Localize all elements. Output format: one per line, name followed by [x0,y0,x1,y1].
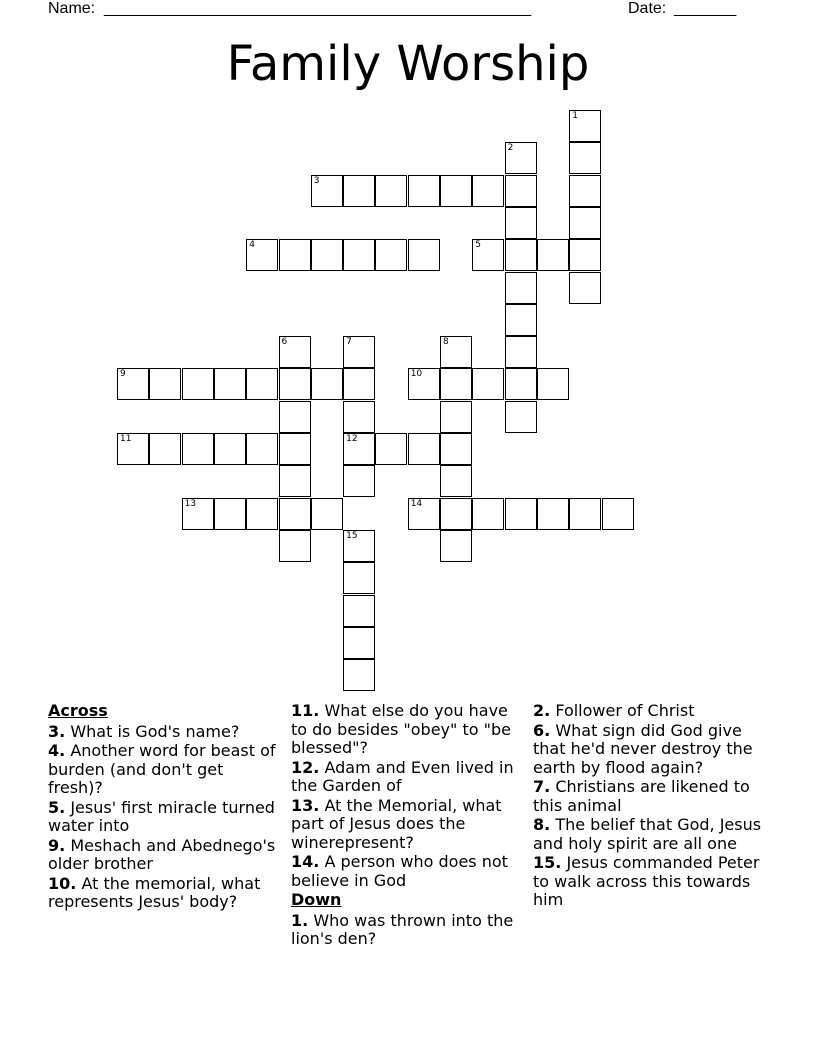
grid-cell[interactable] [214,433,246,465]
clue-across-12: 12. Adam and Even lived in the Garden of [291,757,514,795]
clue-number: 2 [507,143,514,154]
clue-down-7: 7. Christians are likened to this animal [533,777,750,815]
grid-cell[interactable] [537,239,569,271]
clue-down-1: 1. Who was thrown into the lion's den? [291,910,514,948]
clue-across-3: 3. What is God's name? [48,721,240,741]
grid-cell[interactable] [472,239,504,271]
grid-cell[interactable] [537,498,569,530]
grid-cell[interactable] [343,659,375,691]
clue-number: 14 [410,498,423,509]
grid-cell[interactable] [505,401,537,433]
grid-cell[interactable] [182,368,214,400]
grid-cell[interactable] [117,368,149,400]
clue-down-15: 15. Jesus commanded Peter to walk across this towards him [533,853,760,909]
clue-number: 8 [443,337,449,348]
grid-cell[interactable] [279,401,311,433]
grid-cell[interactable] [182,433,214,465]
clue-across-14: 14. A person who does not believe in God [291,852,508,890]
grid-cell[interactable] [602,498,634,530]
grid-cell[interactable] [505,304,537,336]
across-heading: Across [48,701,108,720]
clues-column-3 [533,702,765,911]
name-line[interactable]: ________________________________________________ [104,0,532,17]
grid-cell[interactable] [505,368,537,400]
clue-across-4: 4. Another word for beast of burden (and don't get fresh)? [48,741,276,797]
clue-number: 15 [346,530,358,541]
clue-number: 13 [184,498,197,509]
grid-cell[interactable] [375,175,407,207]
clue-down-2: 2. Follower of Christ [533,701,695,720]
clue-number: 1 [572,111,578,121]
grid-cell[interactable] [537,368,569,400]
grid-cell[interactable] [408,368,440,400]
grid-cell[interactable] [440,530,472,562]
grid-cell[interactable] [472,368,504,400]
grid-cell[interactable] [149,433,181,465]
grid-cell[interactable] [279,368,311,400]
grid-cell[interactable] [505,239,537,271]
grid-cell[interactable] [408,498,440,530]
grid-cell[interactable] [343,595,375,627]
clue-number: 11 [120,434,132,444]
grid-cell[interactable] [569,239,601,271]
grid-cell[interactable] [505,498,537,530]
grid-cell[interactable] [343,239,375,271]
grid-cell[interactable] [279,498,311,530]
grid-cell[interactable] [375,433,407,465]
grid-cell[interactable] [214,498,246,530]
grid-cell[interactable] [375,239,407,271]
grid-cell[interactable] [408,239,440,271]
grid-cell[interactable] [440,336,472,368]
clue-number: 5 [475,240,482,251]
grid-cell[interactable] [505,207,537,239]
page-title: Family Worship [226,36,590,92]
grid-cell[interactable] [182,498,214,530]
grid-cell[interactable] [279,465,311,497]
grid-cell[interactable] [440,498,472,530]
grid-cell[interactable] [440,401,472,433]
clue-across-9: 9. Meshach and Abednego's older brother [48,835,276,873]
grid-cell[interactable] [311,175,343,207]
clue-across-5: 5. Jesus' first miracle turned water into [48,797,275,835]
clue-number: 10 [410,369,423,380]
clue-across-10: 10. At the memorial, what represents Jesus' body? [48,873,261,911]
grid-cell[interactable] [311,239,343,271]
clues-column-1 [48,702,280,913]
clue-number: 4 [249,240,255,251]
grid-cell[interactable] [440,368,472,400]
clue-number: 9 [120,369,126,380]
grid-cell[interactable] [214,368,246,400]
grid-cell[interactable] [343,465,375,497]
down-heading: Down [291,890,342,909]
grid-cell[interactable] [472,498,504,530]
clue-number: 3 [313,175,320,186]
grid-cell[interactable] [505,272,537,304]
grid-cell[interactable] [569,498,601,530]
grid-cell[interactable] [246,433,278,465]
grid-cell[interactable] [505,175,537,207]
date-label: Date: [628,0,667,17]
grid-cell[interactable] [279,336,311,368]
grid-cell[interactable] [569,142,601,174]
clue-number: 12 [346,434,358,444]
grid-cell[interactable] [505,336,537,368]
grid-cell[interactable] [149,368,181,400]
clue-number: 6 [281,337,288,348]
grid-cell[interactable] [569,207,601,239]
grid-cell[interactable] [569,110,601,142]
clue-down-8: 8. The belief that God, Jesus and holy spirit are all one [533,815,762,853]
date-line[interactable]: _______ [674,0,737,17]
grid-cell[interactable] [343,433,375,465]
clue-across-11: 11. What else do you have to do besides "obey" to "be blessed"? [291,701,511,757]
grid-cell[interactable] [408,175,440,207]
grid-cell[interactable] [343,627,375,659]
grid-cell[interactable] [440,175,472,207]
grid-cell[interactable] [343,368,375,400]
grid-cell[interactable] [343,401,375,433]
grid-cell[interactable] [505,142,537,174]
grid-cell[interactable] [569,175,601,207]
grid-cell[interactable] [343,530,375,562]
grid-cell[interactable] [246,368,278,400]
grid-cell[interactable] [569,272,601,304]
grid-cell[interactable] [117,433,149,465]
grid-cell[interactable] [343,336,375,368]
clues-column-2 [291,702,523,950]
grid-cell[interactable] [440,433,472,465]
grid-cell[interactable] [279,530,311,562]
grid-cell[interactable] [408,433,440,465]
grid-cell[interactable] [311,498,343,530]
clue-across-13: 13. At the Memorial, what part of Jesus does the winerepresent? [291,795,502,852]
grid-cell[interactable] [246,239,278,271]
grid-cell[interactable] [311,368,343,400]
grid-cell[interactable] [279,433,311,465]
grid-cell[interactable] [343,562,375,594]
grid-cell[interactable] [472,175,504,207]
grid-cell[interactable] [343,175,375,207]
name-label: Name: [48,0,96,17]
clue-down-6: 6. What sign did God give that he'd never destroy the earth by flood again? [533,720,753,777]
grid-cell[interactable] [246,498,278,530]
clue-number: 7 [346,337,352,348]
grid-cell[interactable] [440,465,472,497]
grid-cell[interactable] [279,239,311,271]
